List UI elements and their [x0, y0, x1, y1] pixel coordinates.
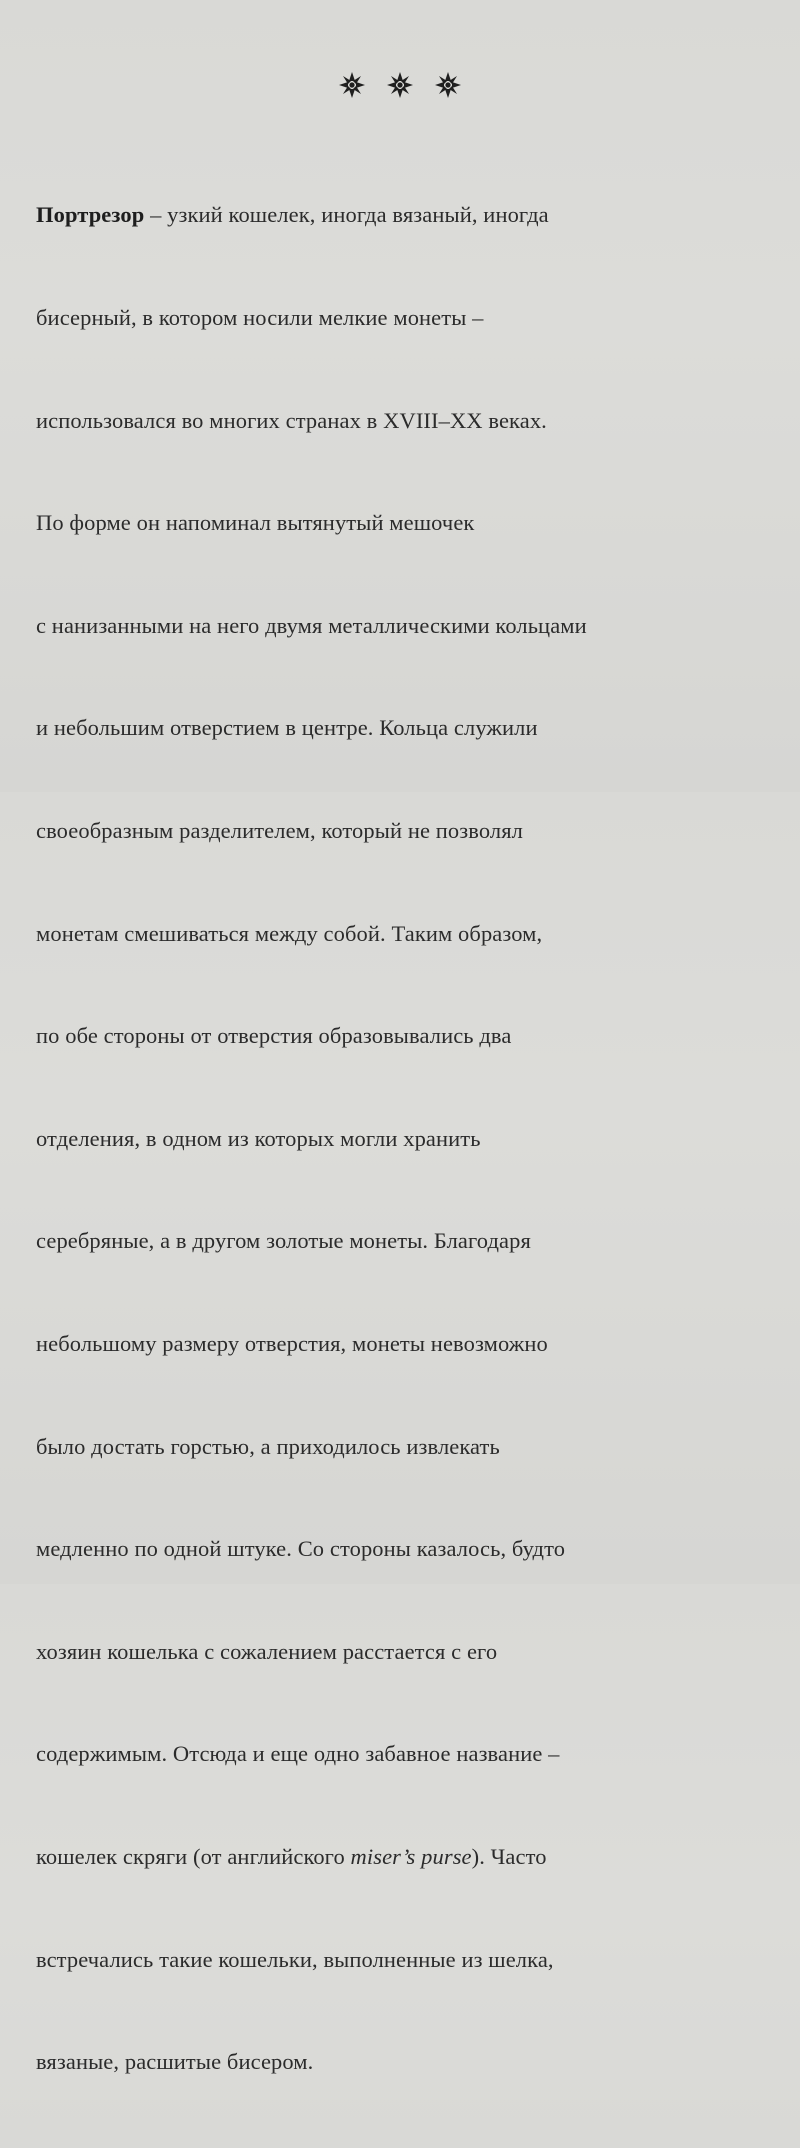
text-line: отделения, в одном из которых могли хранить [36, 1125, 481, 1151]
text-line: по обе стороны от отверстия образовывались два [36, 1023, 512, 1049]
text-line: встречались такие кошельки, выполненные из шелка, [36, 1946, 554, 1972]
text-line: небольшому размеру отверстия, монеты невозможно [36, 1330, 548, 1356]
text-line: вязаные, расшитые бисером. [36, 2049, 314, 2075]
text-line: содержимым. Отсюда и еще одно забавное название – [36, 1741, 560, 1767]
flower-icon [433, 70, 463, 100]
body-paragraph [36, 130, 776, 2148]
italic-phrase: miser’s purse [350, 1843, 472, 1869]
text-fragment: кошелек скряги (от английского [36, 1843, 351, 1869]
text-line [36, 1840, 776, 1874]
text-line: монетам смешиваться между собой. Таким образом, [36, 920, 543, 946]
text-line: бисерный, в котором носили мелкие монеты – [36, 305, 484, 330]
text-fragment: ). Часто [471, 1843, 547, 1869]
text-line: По форме он напоминал вытянутый мешочек [36, 510, 475, 536]
ornament-divider [0, 70, 800, 100]
term-heading: Портрезор [36, 202, 145, 228]
text-line: использовался во многих странах в XVIII–XX веках. [36, 407, 547, 433]
text-line: и небольшим отверстием в центре. Кольца служили [36, 715, 538, 741]
text-line: своеобразным разделителем, который не позволял [36, 817, 523, 843]
text-line [36, 198, 776, 232]
text-line: серебряные, а в другом золотые монеты. Благодаря [36, 1228, 531, 1254]
text-line-content: – узкий кошелек, иногда вязаный, иногда [144, 202, 549, 228]
text-line: хозяин кошелька с сожалением расстается с его [36, 1638, 498, 1664]
flower-icon [337, 70, 367, 100]
text-line: медленно по одной штуке. Со стороны казалось, будто [36, 1536, 566, 1562]
flower-icon [385, 70, 415, 100]
text-line: было достать горстью, а приходилось извлекать [36, 1433, 500, 1459]
text-line: с нанизанными на него двумя металлическими кольцами [36, 612, 587, 638]
